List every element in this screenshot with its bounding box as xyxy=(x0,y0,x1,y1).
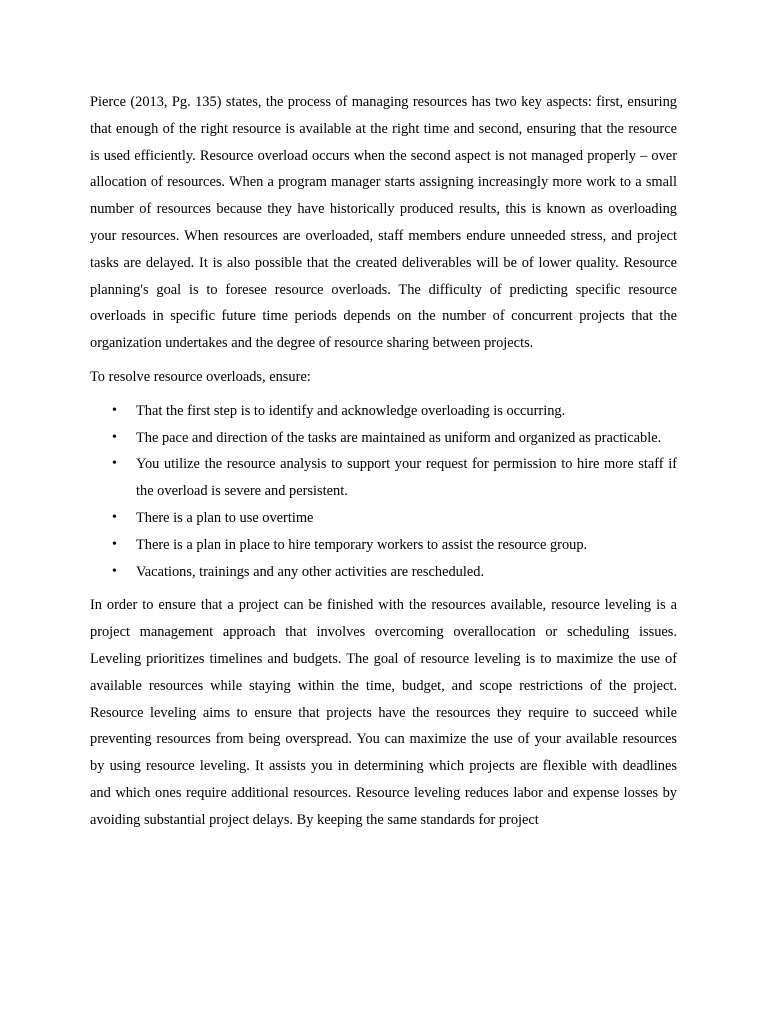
list-item xyxy=(90,532,677,559)
list-item xyxy=(90,505,677,532)
bullet-icon: • xyxy=(112,456,117,472)
list-item-text: There is a plan to use overtime xyxy=(136,509,314,526)
bullet-icon: • xyxy=(112,509,117,525)
list-intro: To resolve resource overloads, ensure: xyxy=(90,368,311,385)
paragraph-resource-leveling: In order to ensure that a project can be finished with the resources available, resource leveling is a project management approach that involves overcoming overallocation or scheduling issues. Leveling prioritizes timelines and budgets. The goal of resource leveling is to maximize the use of available resources while staying within the time, budget, and scope restrictions of the project. Resource leveling aims to ensure that projects have the resources they require to succeed while preventing resources from being overspread. You can maximize the use of your available resources by using resource leveling. It assists you in determining which projects are flexible with deadlines and which ones require additional resources. Resource leveling reduces labor and expense losses by avoiding substantial project delays. By keeping the same standards for project xyxy=(90,597,677,828)
bullet-icon: • xyxy=(112,536,117,552)
list-item-text: Vacations, trainings and any other activities are rescheduled. xyxy=(136,563,485,580)
list-item-text: That the first step is to identify and acknowledge overloading is occurring. xyxy=(136,402,566,419)
list-item xyxy=(90,425,677,452)
bullet-icon: • xyxy=(112,402,117,418)
bullet-icon: • xyxy=(112,563,117,579)
document-body xyxy=(90,89,677,834)
list-item-text: You utilize the resource analysis to support your request for permission to hire more staff if the overload is severe and persistent. xyxy=(136,456,677,500)
bullet-list xyxy=(90,398,677,586)
list-item xyxy=(90,398,677,425)
list-item-text: The pace and direction of the tasks are maintained as uniform and organized as practicable. xyxy=(136,429,662,446)
list-item-text: There is a plan in place to hire temporary workers to assist the resource group. xyxy=(136,536,588,553)
paragraph-pierce: Pierce (2013, Pg. 135) states, the process of managing resources has two key aspects: first, ensuring that enough of the right resource is available at the right time and second, ensuring that the resource is used efficiently. Resource overload occurs when the second aspect is not managed properly – over allocation of resources. When a program manager starts assigning increasingly more work to a small number of resources because they have historically produced results, this is known as overloading your resources. When resources are overloaded, staff members endure unneeded stress, and project tasks are delayed. It is also possible that the created deliverables will be of lower quality. Resource planning's goal is to foresee resource overloads. The difficulty of predicting specific resource overloads in specific future time periods depends on the number of concurrent projects that the organization undertakes and the degree of resource sharing between projects. xyxy=(90,94,677,352)
list-item xyxy=(90,451,677,505)
bullet-icon: • xyxy=(112,429,117,445)
list-item xyxy=(90,559,677,586)
